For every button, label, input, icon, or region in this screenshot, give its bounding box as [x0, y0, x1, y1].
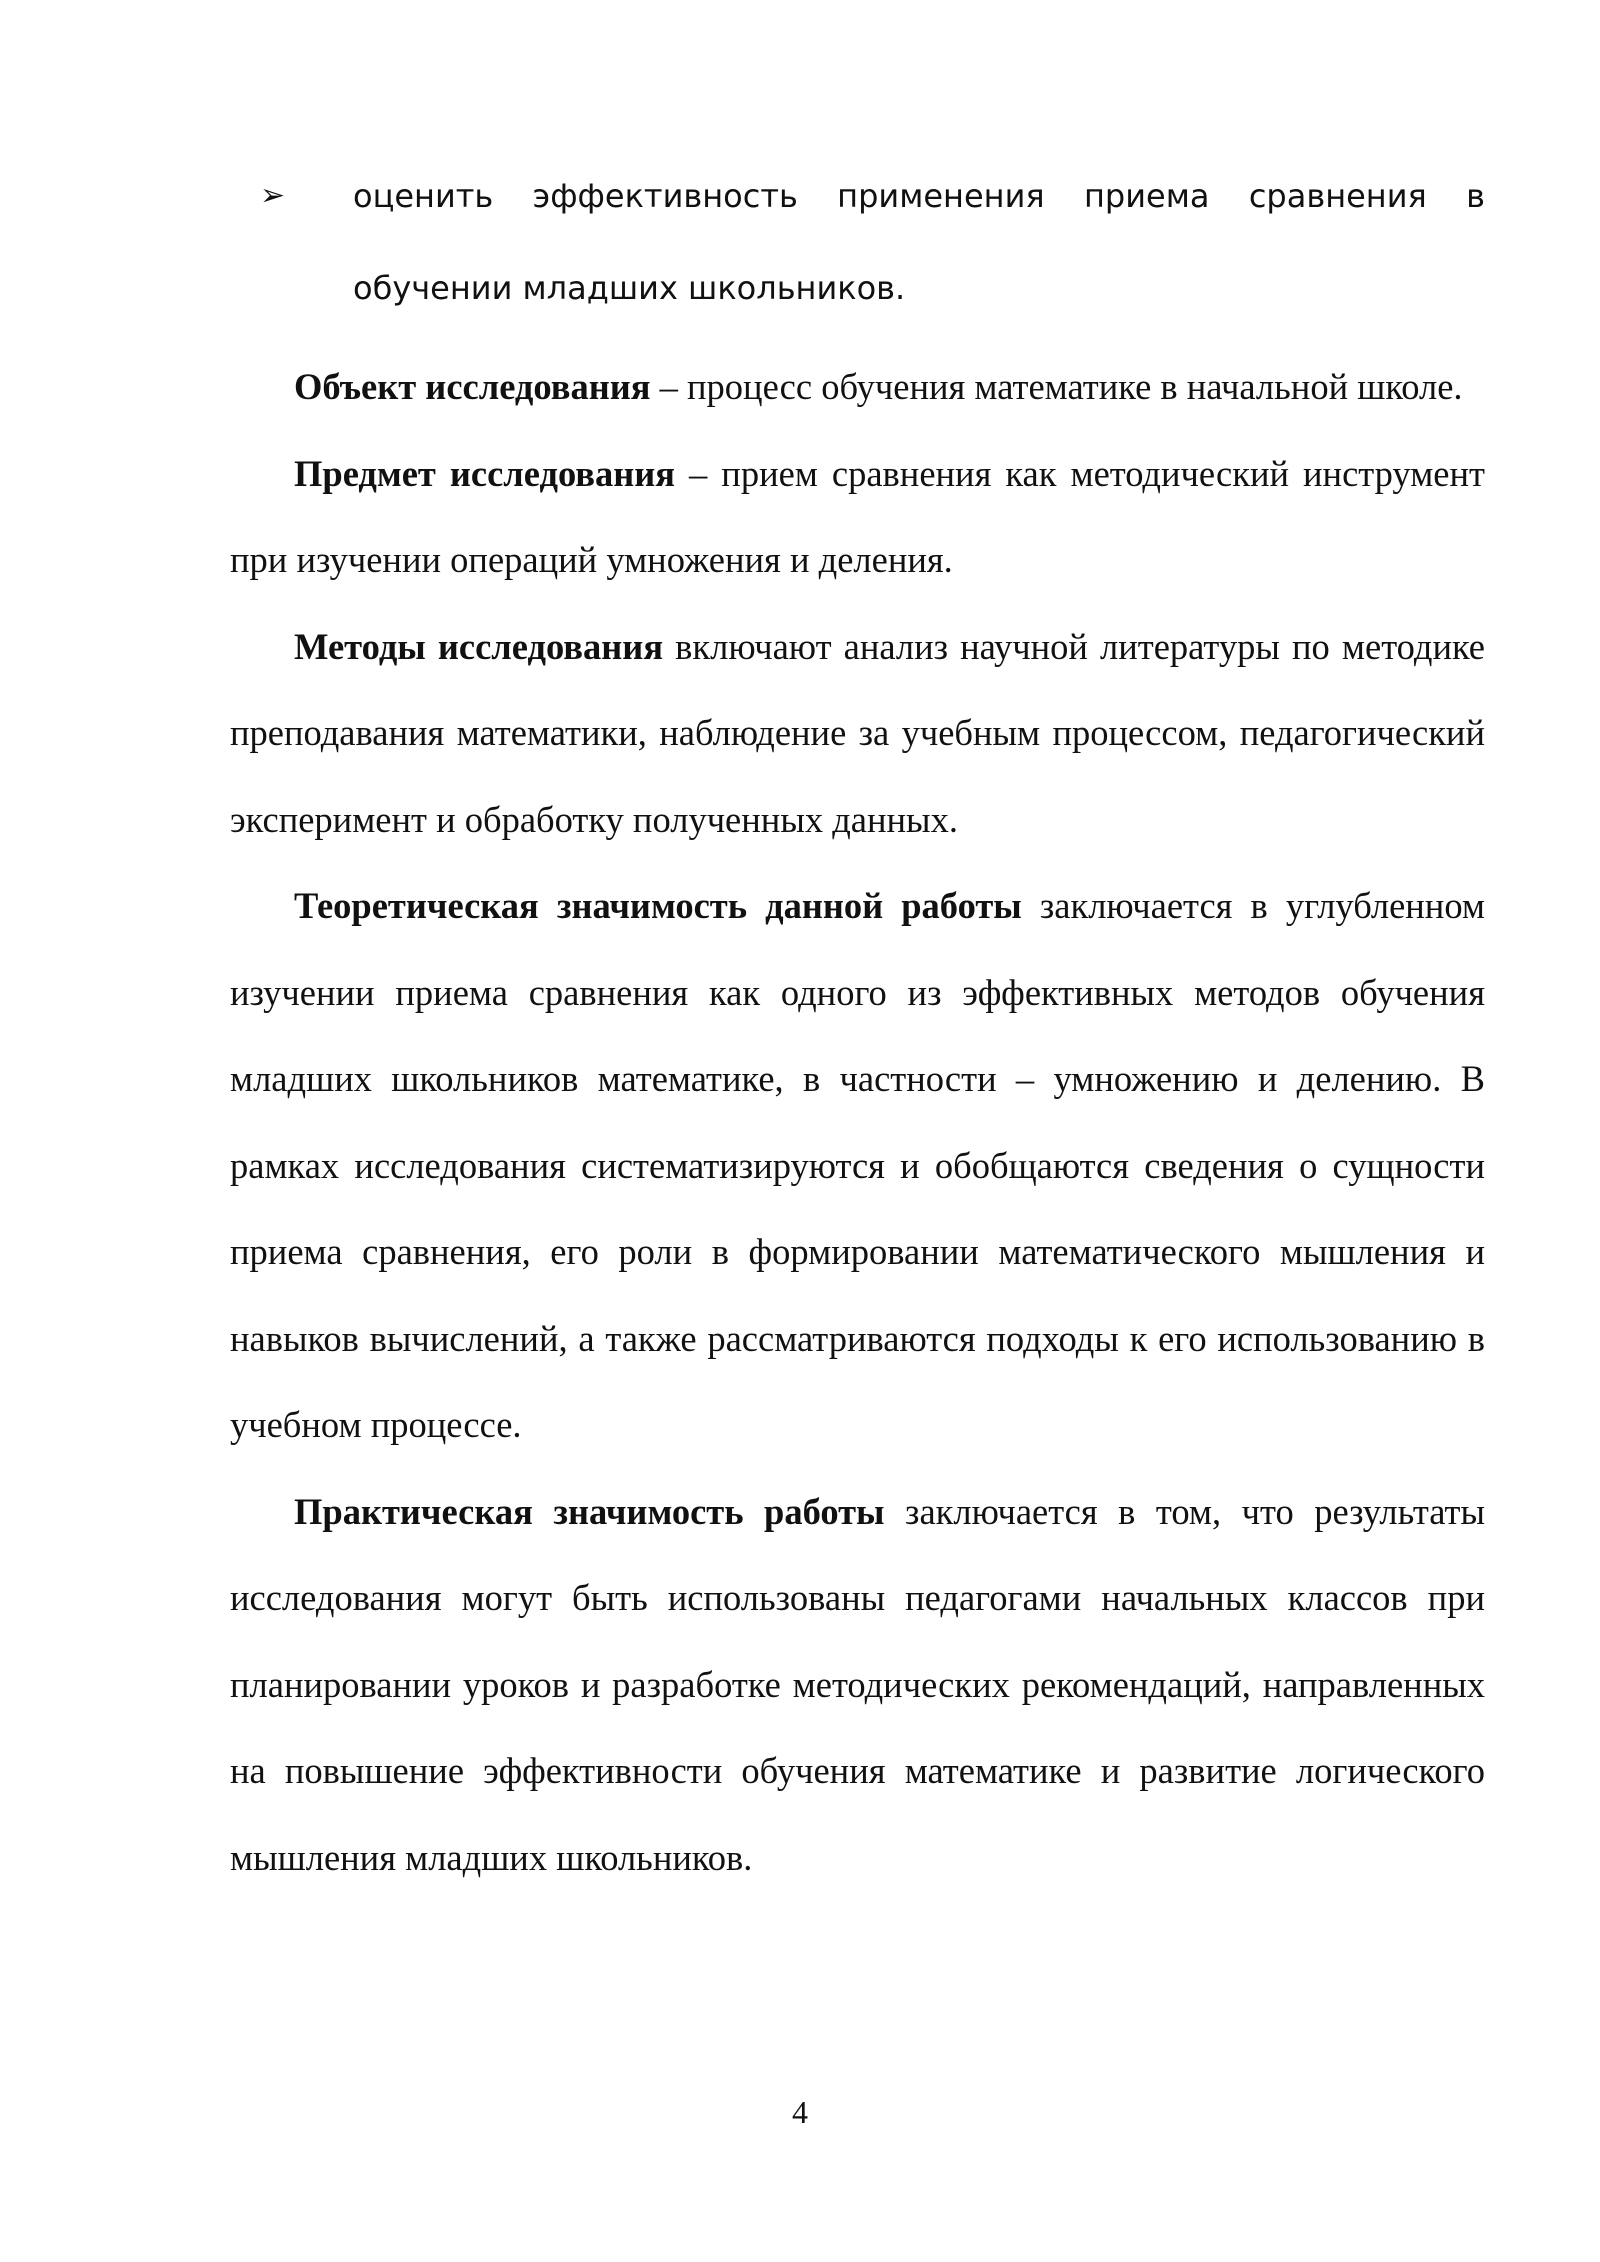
term-object: Объект исследования	[294, 366, 651, 407]
paragraph-theoretical	[230, 863, 1485, 1469]
paragraph-practical	[230, 1469, 1485, 1902]
paragraph-text: – прием сравнения как методический инструмент при изучении операций умножения и деления.	[230, 452, 1485, 580]
arrow-bullet-icon: ➢	[260, 178, 286, 213]
term-theoretical: Теоретическая значимость данной работы	[294, 885, 1022, 926]
paragraph-text: заключается в углубленном изучении приема сравнения как одного из эффективных методов обучения младших школьников математике, в частности – умножению и делению. В рамках исследования систематизируются и обобщаются сведения о сущности приема сравнения, его роли в формировании математического мышления и навыков вычислений, а также рассматриваются подходы к его использованию в учебном процессе.	[230, 885, 1485, 1445]
bullet-list-item	[260, 150, 1485, 334]
paragraph-text: заключается в том, что результаты исследования могут быть использованы педагогами начальных классов при планировании уроков и разработке методических рекомендаций, направленных на повышение эффективности обучения математике и развитие логического мышления младших школьников.	[230, 1490, 1486, 1878]
paragraph-object	[230, 344, 1485, 431]
bullet-text: оценить эффективность применения приема сравнения в обучении младших школьников.	[353, 177, 1485, 307]
paragraph-methods	[230, 604, 1485, 864]
paragraph-subject	[230, 431, 1485, 604]
paragraph-text: включают анализ научной литературы по методике преподавания математики, наблюдение за учебным процессом, педагогический эксперимент и обработку полученных данных.	[230, 625, 1485, 840]
term-methods: Методы исследования	[294, 625, 664, 667]
document-body	[230, 344, 1485, 1901]
term-subject: Предмет исследования	[294, 452, 676, 494]
page-number: 4	[792, 2094, 808, 2130]
paragraph-text: – процесс обучения математике в начальной школе.	[650, 366, 1463, 407]
term-practical: Практическая значимость работы	[294, 1490, 885, 1532]
